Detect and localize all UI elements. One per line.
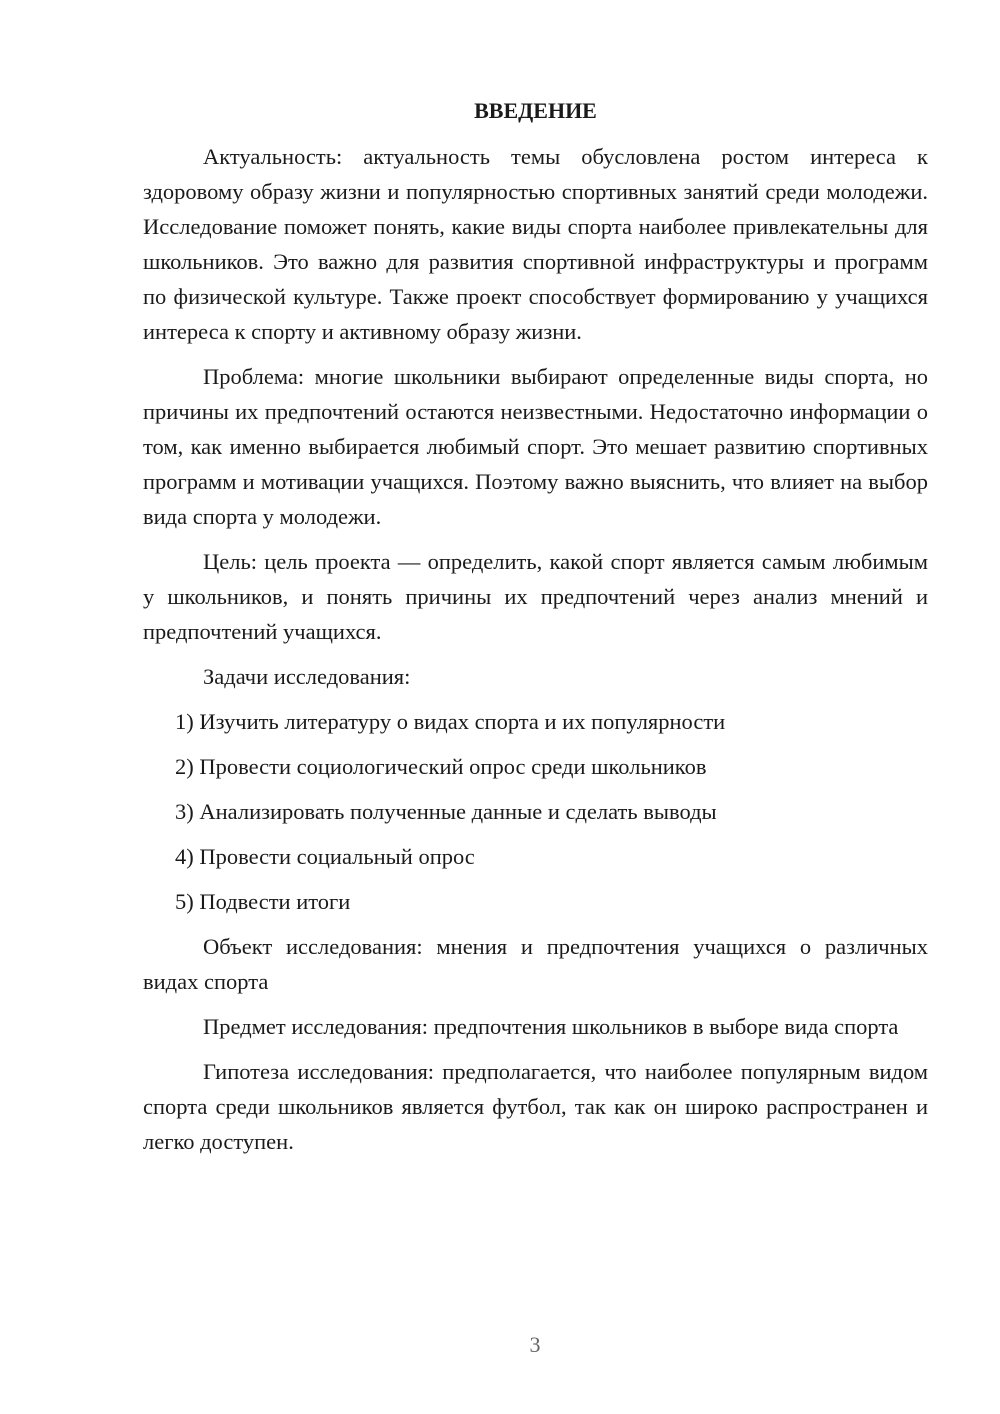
task-item: 4) Провести социальный опрос <box>175 844 475 869</box>
page-number: 3 <box>529 1332 541 1357</box>
tasks-heading: Задачи исследования: <box>203 664 411 689</box>
object-paragraph: Объект исследования: мнения и предпочтения учащихся о различных видах спорта <box>143 934 928 994</box>
task-item: 3) Анализировать полученные данные и сделать выводы <box>175 799 717 824</box>
page-content <box>143 93 928 1169</box>
goal-paragraph: Цель: цель проекта — определить, какой спорт является самым любимым у школьников, и понять причины их предпочтений через анализ мнений и предпочтений учащихся. <box>143 549 928 644</box>
tasks-list <box>143 704 928 919</box>
task-item: 2) Провести социологический опрос среди школьников <box>175 754 707 779</box>
relevance-paragraph: Актуальность: актуальность темы обусловлена ростом интереса к здоровому образу жизни и популярностью спортивных занятий среди молодежи. Исследование поможет понять, какие виды спорта наиболее привлекательны для школьников. Это важно для развития спортивной инфраструктуры и программ по физической культуре. Также проект способствует формированию у учащихся интереса к спорту и активному образу жизни. <box>143 144 928 344</box>
page-title: ВВЕДЕНИЕ <box>474 98 597 123</box>
subject-paragraph: Предмет исследования: предпочтения школьников в выборе вида спорта <box>203 1014 899 1039</box>
task-item: 1) Изучить литературу о видах спорта и их популярности <box>175 709 726 734</box>
problem-paragraph: Проблема: многие школьники выбирают определенные виды спорта, но причины их предпочтений остаются неизвестными. Недостаточно информации о том, как именно выбирается любимый спорт. Это мешает развитию спортивных программ и мотивации учащихся. Поэтому важно выяснить, что влияет на выбор вида спорта у молодежи. <box>143 364 928 529</box>
task-item: 5) Подвести итоги <box>175 889 351 914</box>
hypothesis-paragraph: Гипотеза исследования: предполагается, что наиболее популярным видом спорта среди школьников является футбол, так как он широко распространен и легко доступен. <box>143 1059 928 1154</box>
